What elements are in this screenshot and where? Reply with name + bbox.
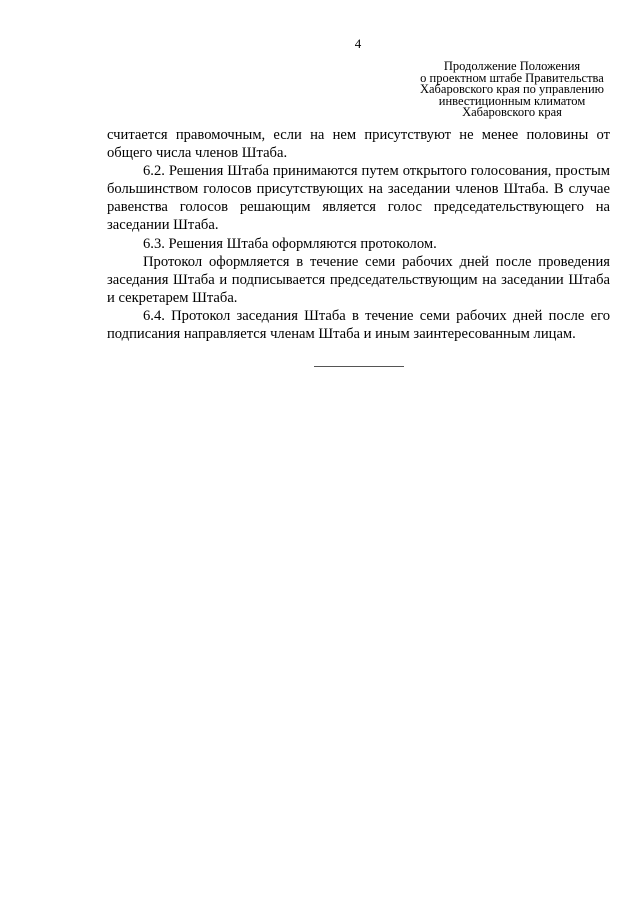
paragraph-6-3: 6.3. Решения Штаба оформляются протоколом. bbox=[143, 235, 437, 252]
end-separator-line bbox=[314, 366, 404, 367]
paragraph-6-2: 6.2. Решения Штаба принимаются путем открытого голосования, простым большинством голосов присутствующих на заседании членов Штаба. В случае равенства голосов решающим является голос председательствующего на заседании Штаба. bbox=[107, 163, 610, 234]
header-line: Хабаровского края по управлению bbox=[419, 82, 605, 96]
document-body bbox=[107, 126, 610, 343]
paragraph-protocol: Протокол оформляется в течение семи рабочих дней после проведения заседания Штаба и подписывается председательствующим на заседании Штаба и секретарем Штаба. bbox=[107, 253, 610, 306]
paragraph-continuation: считается правомочным, если на нем присутствуют не менее половины от общего числа членов Штаба. bbox=[107, 127, 610, 162]
header-line: Продолжение Положения bbox=[443, 59, 581, 73]
header-line: инвестиционным климатом bbox=[438, 93, 586, 108]
page-number: 4 bbox=[354, 36, 362, 51]
paragraph-6-4: 6.4. Протокол заседания Штаба в течение семи рабочих дней после его подписания направляется членам Штаба и иным заинтересованным лицам. bbox=[107, 307, 610, 343]
document-header bbox=[412, 61, 612, 119]
header-line: о проектном штабе Правительства bbox=[420, 70, 604, 85]
header-line: Хабаровского края bbox=[462, 105, 562, 119]
